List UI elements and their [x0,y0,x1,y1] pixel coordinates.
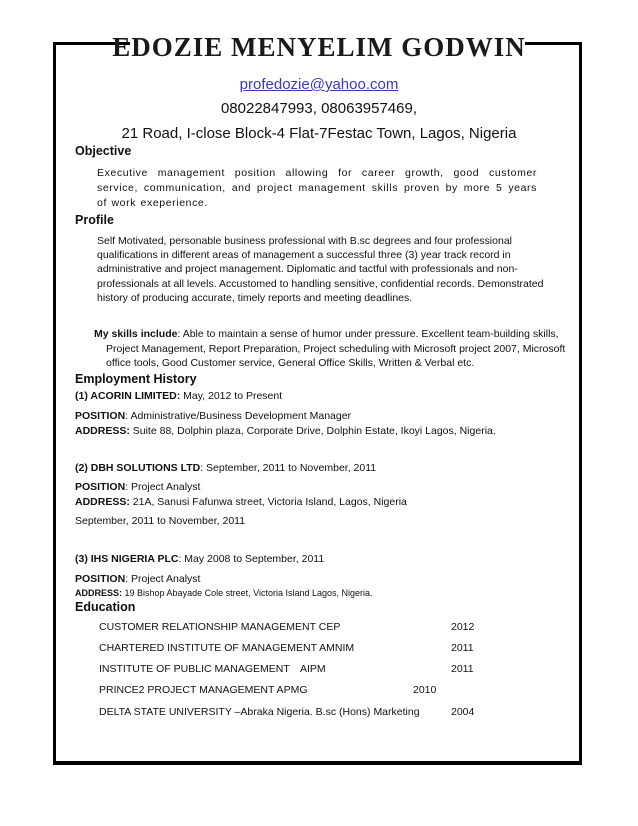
employment-heading: Employment History [75,372,197,386]
job-position-line [75,573,200,585]
job-position: : Administrative/Business Development Manager [125,410,352,422]
address-label: ADDRESS: [75,425,130,437]
job-address-line [75,588,373,598]
job-period: May, 2012 to Present [180,390,283,402]
education-year: 2011 [451,663,474,675]
job-title-line [75,553,324,565]
profile-line: history of producing accurate, timely reports and meeting deadlines. [97,291,413,304]
job-position-line [75,481,200,493]
education-year: 2012 [451,621,475,633]
position-label: POSITION [75,481,126,493]
candidate-name: EDOZIE MENYELIM GODWIN [112,32,526,62]
profile-line: administrative and project management. Diplomatic and tactful with professionals and non- [97,263,518,276]
job-address: Suite 88, Dolphin plaza, Corporate Drive, Dolphin Estate, Ikoyi Lagos, Nigeria. [129,425,496,437]
job-title-line [75,462,376,474]
job-period-extra: September, 2011 to November, 2011 [75,515,246,527]
skills-line: : Able to maintain a sense of humor under pressure. Excellent team-building skills, [177,328,559,340]
job-title-line [75,390,282,402]
skills-label: My skills include [94,328,178,340]
home-address: 21 Road, I-close Block-4 Flat-7Festac Town, Lagos, Nigeria [121,125,517,142]
skills-line: Project Management, Report Preparation, Project scheduling with Microsoft project 2007, Microsoft [106,342,566,355]
job-address-line [75,425,496,437]
job-position-line [75,410,351,422]
company-name: (2) DBH SOLUTIONS LTD [75,462,201,474]
education-abbreviation: AIPM [300,663,326,675]
job-address-line [75,496,407,508]
frame-border-left [53,42,56,764]
education-year: 2011 [451,642,474,654]
objective-heading: Objective [75,144,132,158]
position-label: POSITION [75,573,126,585]
education-year: 2010 [413,684,437,696]
company-name: (3) IHS NIGERIA PLC [75,553,179,565]
education-entry: DELTA STATE UNIVERSITY –Abraka Nigeria. B.sc (Hons) Marketing [99,706,420,718]
education-entry: CUSTOMER RELATIONSHIP MANAGEMENT CEP [99,621,341,633]
phone-numbers: 08022847993, 08063957469, [220,100,418,117]
education-entry: CHARTERED INSTITUTE OF MANAGEMENT AMNIM [99,642,355,654]
position-label: POSITION [75,410,126,422]
education-heading: Education [75,600,136,614]
skills-line: office tools, Good Customer service, General Office Skills, Written & Verbal etc. [106,357,475,369]
objective-text: Executive management position allowing for career growth, good customer service, communication, and project management skills proven by more 5 years of work exeperience. [97,167,537,209]
education-year: 2004 [451,706,475,718]
job-period: : September, 2011 to November, 2011 [200,462,377,474]
company-name: (1) ACORIN LIMITED: [75,390,181,402]
education-entry: INSTITUTE OF PUBLIC MANAGEMENT [99,663,290,675]
education-entry: PRINCE2 PROJECT MANAGEMENT APMG [99,684,308,696]
email-link[interactable]: profedozie@yahoo.com [239,76,399,93]
frame-border-bottom [53,761,582,765]
profile-line: qualifications in different areas of management a successful three (3) year track record in [97,249,511,262]
job-period: : May 2008 to September, 2011 [178,553,325,565]
address-label: ADDRESS: [75,496,130,508]
job-position: : Project Analyst [125,481,201,493]
frame-border-right [579,42,582,764]
profile-line: Self Motivated, personable business professional with B.sc degrees and four professional [97,235,512,247]
job-address: 19 Bishop Abayade Cole street, Victoria Island Lagos, Nigeria. [122,588,373,598]
job-position: : Project Analyst [125,573,201,585]
address-label: ADDRESS: [75,588,123,598]
profile-text [97,234,557,305]
profile-line: professionals at all levels. Accustomed to handling sensitive, confidential records. Demonstrated [97,277,544,290]
profile-heading: Profile [75,213,114,227]
job-address: 21A, Sanusi Fafunwa street, Victoria Island, Lagos, Nigeria [129,496,407,508]
skills-paragraph [94,327,566,371]
